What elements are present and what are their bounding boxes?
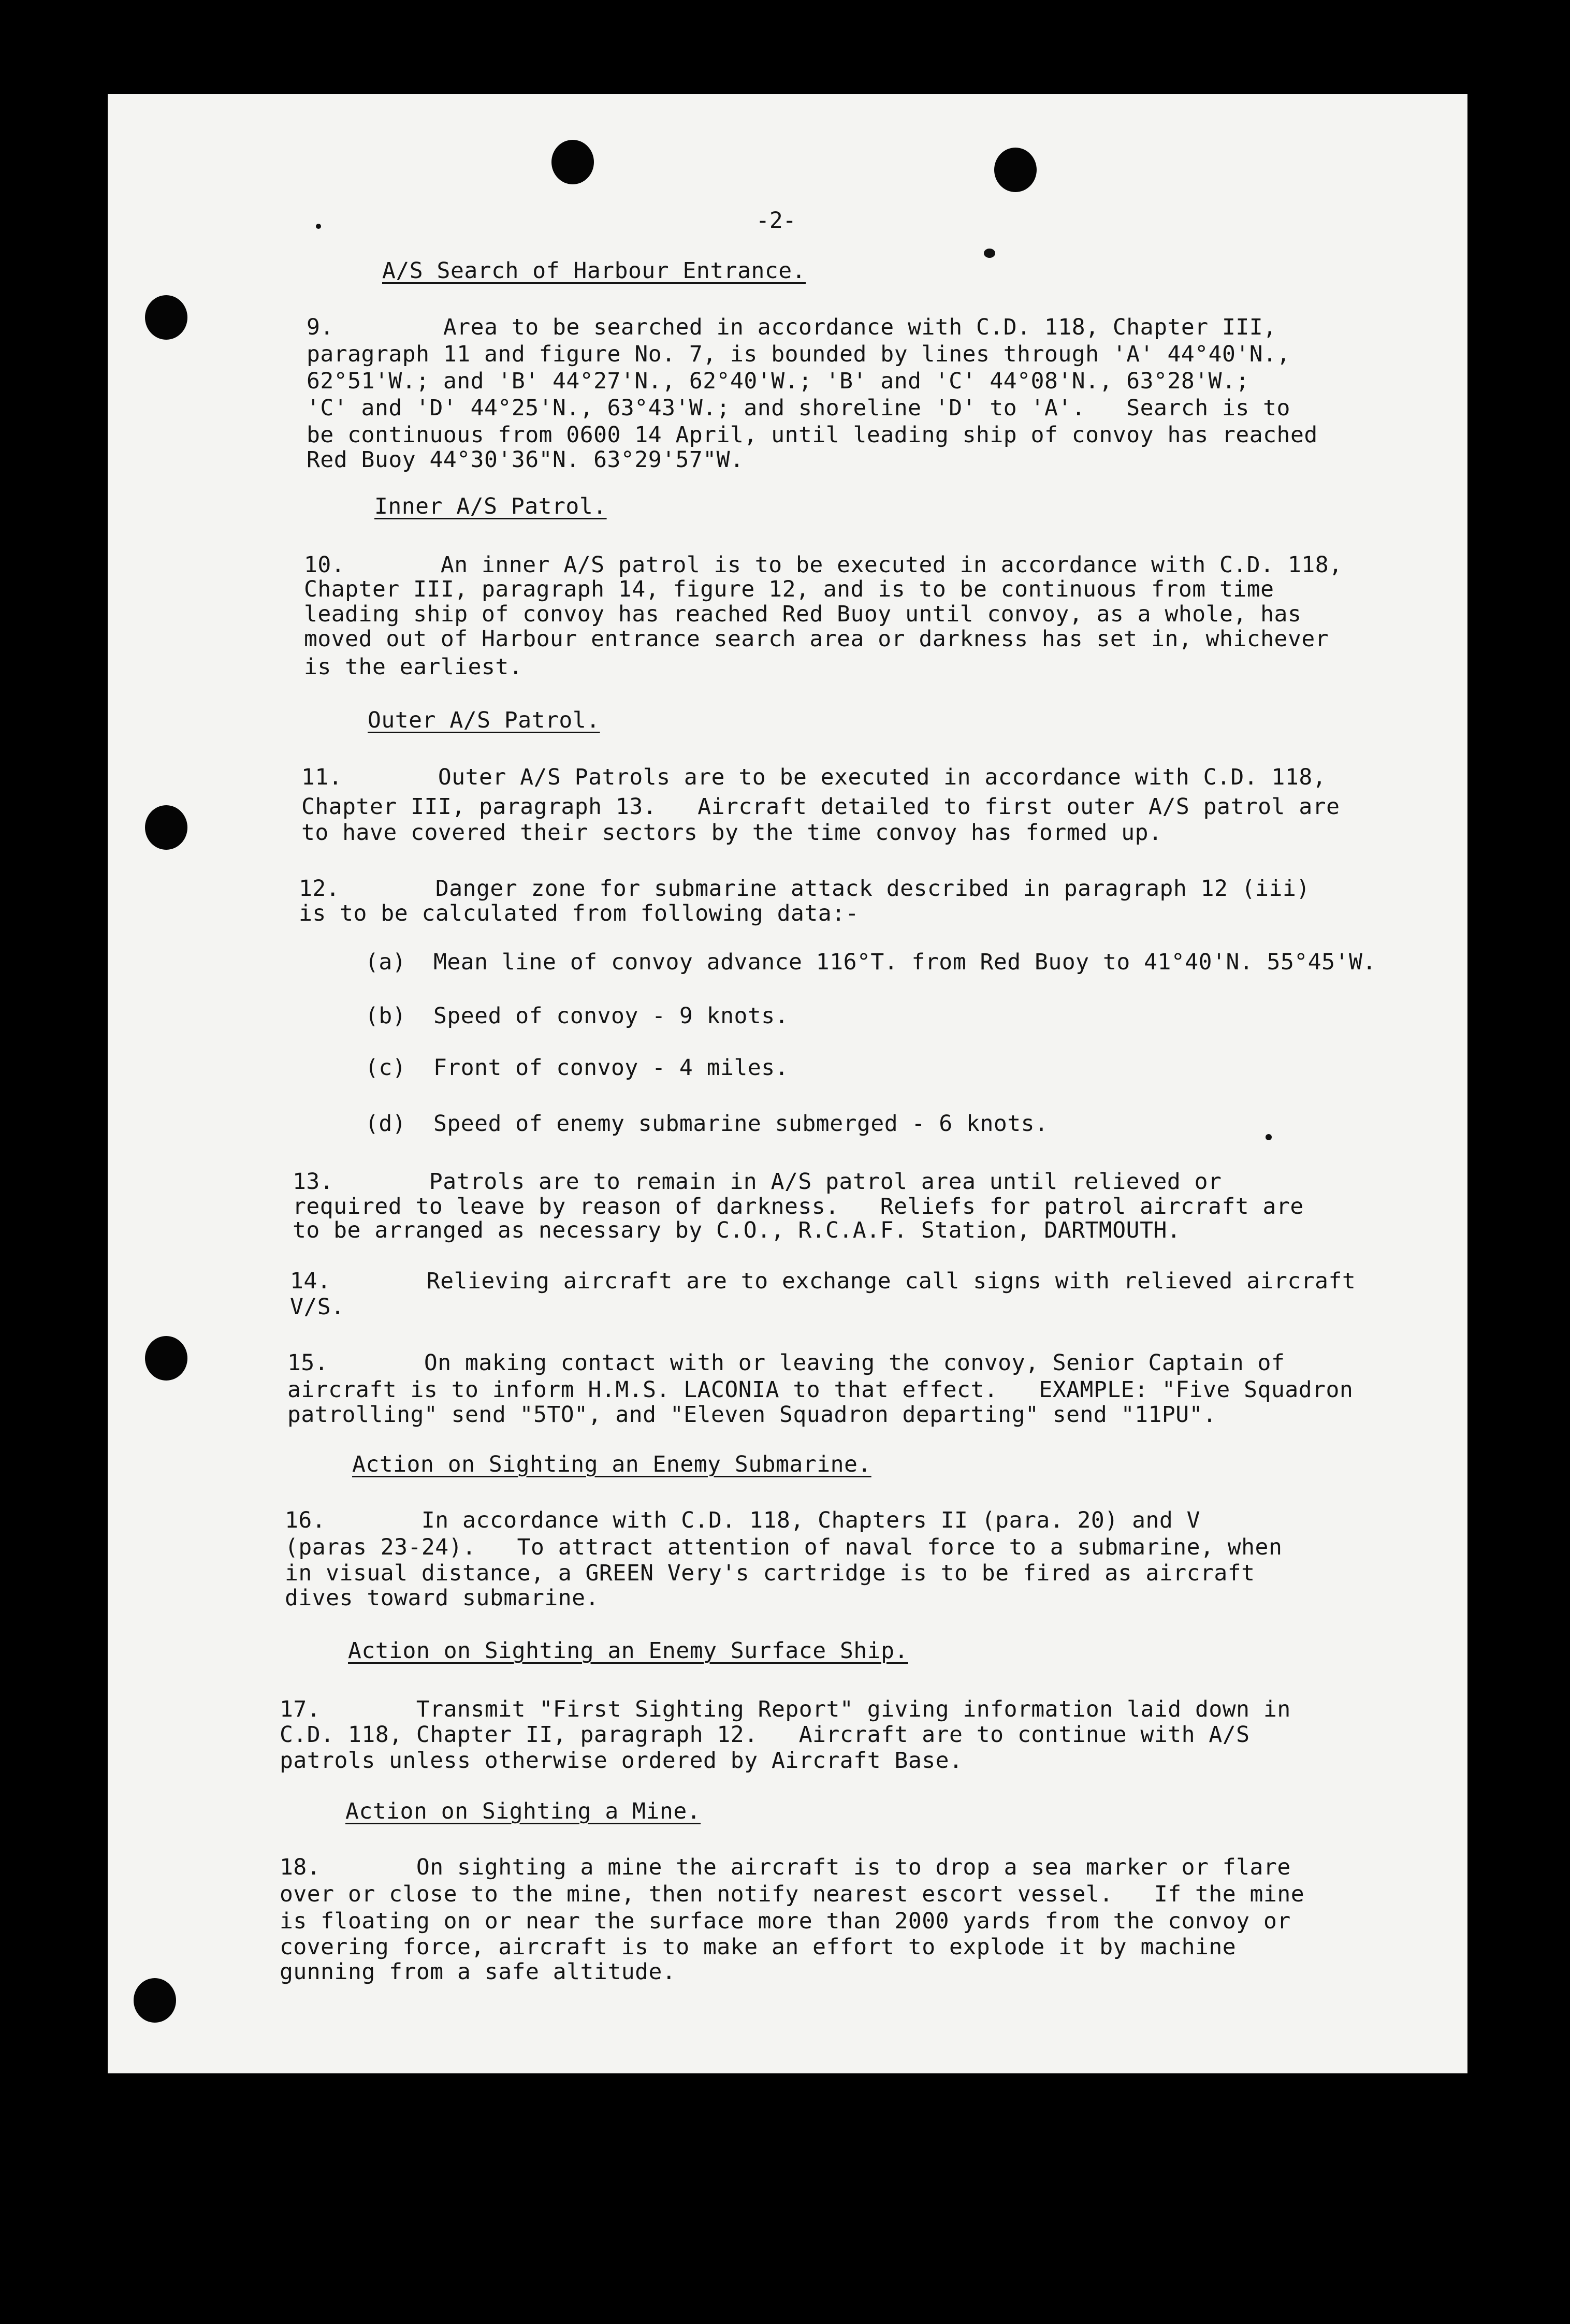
- list-item: (c) Front of convoy - 4 miles.: [365, 1055, 789, 1081]
- paragraph-line: over or close to the mine, then notify nearest escort vessel. If the mine: [280, 1881, 1305, 1907]
- paragraph-line: patrols unless otherwise ordered by Aircraft Base.: [280, 1748, 963, 1774]
- section-heading: Action on Sighting an Enemy Submarine.: [352, 1451, 871, 1477]
- paragraph-line: 17. Transmit "First Sighting Report" giving information laid down in: [280, 1696, 1291, 1722]
- paragraph-line: in visual distance, a GREEN Very's cartridge is to be fired as aircraft: [285, 1560, 1255, 1586]
- paragraph-line: 12. Danger zone for submarine attack described in paragraph 12 (iii): [299, 876, 1310, 902]
- ink-speck: [316, 224, 321, 229]
- paragraph-line: 62°51'W.; and 'B' 44°27'N., 62°40'W.; 'B' and 'C' 44°08'N., 63°28'W.;: [307, 368, 1249, 394]
- paragraph-line: be continuous from 0600 14 April, until leading ship of convoy has reached: [307, 422, 1318, 448]
- paragraph-line: 10. An inner A/S patrol is to be executed in accordance with C.D. 118,: [304, 552, 1343, 578]
- section-heading: Outer A/S Patrol.: [368, 707, 600, 733]
- section-heading: Action on Sighting a Mine.: [345, 1798, 701, 1824]
- ink-speck: [1266, 1134, 1272, 1140]
- paragraph-line: aircraft is to inform H.M.S. LACONIA to that effect. EXAMPLE: "Five Squadron: [287, 1377, 1354, 1403]
- section-heading: Inner A/S Patrol.: [374, 493, 607, 519]
- punch-hole-top-left: [551, 140, 594, 184]
- paragraph-line: to be arranged as necessary by C.O., R.C.A.F. Station, DARTMOUTH.: [293, 1217, 1181, 1243]
- punch-hole-left-2: [145, 805, 187, 850]
- paragraph-line: moved out of Harbour entrance search area or darkness has set in, whichever: [304, 626, 1329, 652]
- punch-hole-left-4: [134, 1978, 176, 2023]
- paragraph-line: 'C' and 'D' 44°25'N., 63°43'W.; and shoreline 'D' to 'A'. Search is to: [307, 395, 1290, 421]
- paragraph-line: Red Buoy 44°30'36"N. 63°29'57"W.: [307, 447, 744, 473]
- list-item: (a) Mean line of convoy advance 116°T. from Red Buoy to 41°40'N. 55°45'W.: [365, 949, 1376, 975]
- section-heading: A/S Search of Harbour Entrance.: [382, 258, 806, 284]
- paragraph-line: paragraph 11 and figure No. 7, is bounded by lines through 'A' 44°40'N.,: [307, 341, 1290, 367]
- paragraph-line: C.D. 118, Chapter II, paragraph 12. Aircraft are to continue with A/S: [280, 1722, 1250, 1748]
- paragraph-line: 9. Area to be searched in accordance with C.D. 118, Chapter III,: [307, 314, 1277, 340]
- list-item: (b) Speed of convoy - 9 knots.: [365, 1003, 789, 1029]
- paragraph-line: (paras 23-24). To attract attention of naval force to a submarine, when: [285, 1534, 1283, 1560]
- paragraph-line: to have covered their sectors by the time convoy has formed up.: [301, 820, 1162, 846]
- section-heading: Action on Sighting an Enemy Surface Ship.: [348, 1638, 908, 1664]
- paragraph-line: is to be calculated from following data:-: [299, 900, 859, 926]
- paragraph-line: patrolling" send "5TO", and "Eleven Squadron departing" send "11PU".: [287, 1402, 1217, 1428]
- paragraph-line: 11. Outer A/S Patrols are to be executed in accordance with C.D. 118,: [301, 764, 1327, 790]
- paragraph-line: 16. In accordance with C.D. 118, Chapters II (para. 20) and V: [285, 1507, 1201, 1533]
- paragraph-line: required to leave by reason of darkness. Reliefs for patrol aircraft are: [293, 1194, 1304, 1219]
- paragraph-line: 18. On sighting a mine the aircraft is to drop a sea marker or flare: [280, 1854, 1291, 1880]
- paragraph-line: V/S.: [290, 1294, 345, 1320]
- punch-hole-left-3: [145, 1336, 187, 1381]
- paragraph-line: is floating on or near the surface more than 2000 yards from the convoy or: [280, 1908, 1291, 1934]
- paragraph-line: Chapter III, paragraph 13. Aircraft detailed to first outer A/S patrol are: [301, 794, 1340, 820]
- paragraph-line: 14. Relieving aircraft are to exchange call signs with relieved aircraft: [290, 1268, 1356, 1294]
- paragraph-line: gunning from a safe altitude.: [280, 1959, 676, 1985]
- paragraph-line: Chapter III, paragraph 14, figure 12, and is to be continuous from time: [304, 576, 1274, 602]
- paragraph-line: is the earliest.: [304, 654, 523, 680]
- punch-hole-left-1: [145, 295, 187, 340]
- list-item: (d) Speed of enemy submarine submerged - 6 knots.: [365, 1111, 1049, 1137]
- ink-speck: [984, 249, 995, 258]
- paragraph-line: 15. On making contact with or leaving the convoy, Senior Captain of: [287, 1350, 1285, 1376]
- paragraph-line: leading ship of convoy has reached Red Buoy until convoy, as a whole, has: [304, 601, 1302, 627]
- paragraph-line: covering force, aircraft is to make an effort to explode it by machine: [280, 1934, 1237, 1960]
- punch-hole-top-right: [994, 148, 1037, 192]
- paragraph-line: 13. Patrols are to remain in A/S patrol area until relieved or: [293, 1169, 1222, 1195]
- page-number: -2-: [756, 208, 796, 234]
- paragraph-line: dives toward submarine.: [285, 1585, 599, 1611]
